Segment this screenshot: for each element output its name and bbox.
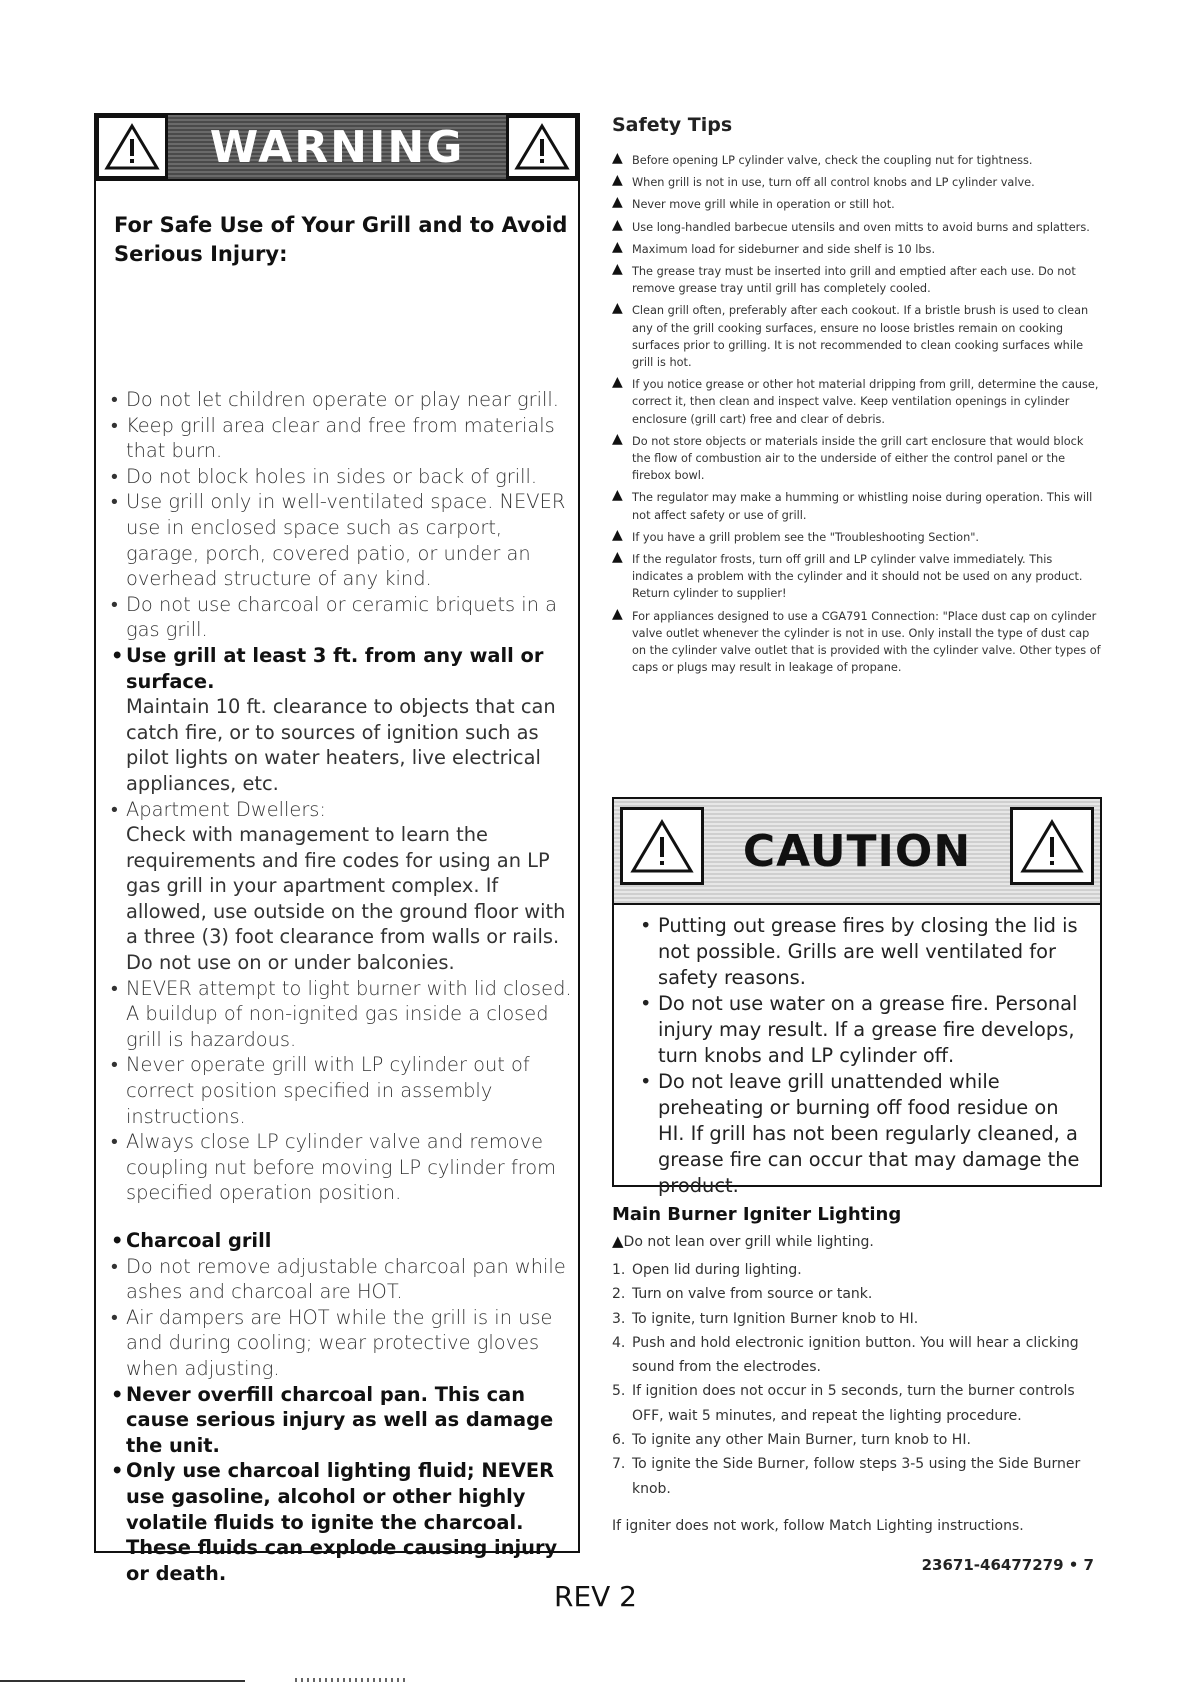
safety-tips-list	[612, 152, 1102, 681]
warning-box	[94, 113, 580, 1585]
safety-tip: ▲ Maximum load for sideburner and side shelf is 10 lbs.	[612, 241, 1102, 258]
bottom-marks	[295, 1678, 405, 1682]
igniter-step	[612, 1282, 1102, 1306]
step-number: 1.	[612, 1262, 626, 1278]
safety-tips-title: Safety Tips	[612, 114, 733, 136]
warning-banner	[96, 115, 578, 181]
step-number: 5.	[612, 1383, 626, 1400]
safety-tip: ▲ Never move grill while in operation or still hot.	[612, 196, 1102, 213]
safety-tip: ▲ Use long-handled barbecue utensils and oven mitts to avoid burns and splatters.	[612, 219, 1102, 236]
warning-item: • Do not let children operate or play near grill.	[108, 387, 578, 413]
warning-item: • Apartment Dwellers: Check with management to learn the requirements and fire codes for using an LP gas grill in your apartment complex. If allowed, use outside on the ground floor with a three (3) foot clearance from walls or rails. Do not use on or under balconies.	[108, 797, 578, 976]
igniter-steps	[612, 1258, 1102, 1501]
warning-item: • Always close LP cylinder valve and remove coupling nut before moving LP cylinder from specified operation position.	[108, 1129, 578, 1206]
warning-item: • Use grill at least 3 ft. from any wall or surface. Maintain 10 ft. clearance to objects that can catch fire, or to sources of ignition such as pilot lights on water heaters, live electrical appliances, etc.	[108, 643, 578, 797]
warning-item: • Use grill only in well-ventilated space. NEVER use in enclosed space such as carport, garage, porch, covered patio, or under an overhead structure of any kind.	[108, 489, 578, 591]
igniter-step	[612, 1379, 1102, 1428]
safety-tip: ▲ If the regulator frosts, turn off grill and LP cylinder valve immediately. This indicates a problem with the cylinder and it should not be used on any product. Return cylinder to supplier!	[612, 551, 1102, 603]
safety-tip: ▲ For appliances designed to use a CGA791 Connection: "Place dust cap on cylinder valve outlet whenever the cylinder is not in use. Only install the type of dust cap on the cylinder valve outlet that is provided with the cylinder valve. Other types of caps or plugs may result in leakage of propane.	[612, 608, 1102, 677]
caution-triangle-icon	[1010, 807, 1094, 885]
step-text: To ignite any other Main Burner, turn knob to HI.	[632, 1432, 971, 1449]
step-number: 7.	[612, 1456, 626, 1473]
safety-tip: ▲ Do not store objects or materials inside the grill cart enclosure that would block the flow of combustion air to the underside of either the control panel or the firebox bowl.	[612, 433, 1102, 485]
warning-title: WARNING	[168, 115, 506, 179]
step-text: To ignite the Side Burner, follow steps 3-5 using the Side Burner knob.	[632, 1456, 1081, 1497]
igniter-step	[612, 1331, 1102, 1380]
igniter-note: If igniter does not work, follow Match Lighting instructions.	[612, 1518, 1024, 1534]
safety-tip: ▲ The regulator may make a humming or whistling noise during operation. This will not affect safety or use of grill.	[612, 489, 1102, 523]
safety-tip: ▲ Before opening LP cylinder valve, check the coupling nut for tightness.	[612, 152, 1102, 169]
caution-item: • Putting out grease fires by closing the lid is not possible. Grills are well ventilated for safety reasons.	[638, 913, 1090, 991]
step-number: 2.	[612, 1286, 626, 1303]
warning-item: • Keep grill area clear and free from materials that burn.	[108, 413, 578, 464]
revision-label: REV 2	[553, 1580, 637, 1613]
step-text: If ignition does not occur in 5 seconds, turn the burner controls OFF, wait 5 minutes, and repeat the lighting procedure.	[632, 1383, 1075, 1424]
step-text: Open lid during lighting.	[632, 1262, 802, 1278]
warning-item: • Never overfill charcoal pan. This can cause serious injury as well as damage the unit.	[108, 1382, 578, 1459]
igniter-warning: ▲Do not lean over grill while lighting.	[612, 1232, 874, 1250]
step-text: Turn on valve from source or tank.	[632, 1286, 873, 1303]
warning-item: • Do not block holes in sides or back of grill.	[108, 464, 578, 490]
step-number: 3.	[612, 1310, 626, 1327]
caution-list	[638, 913, 1090, 1199]
safety-tip: ▲ Clean grill often, preferably after each cookout. If a bristle brush is used to clean any of the grill cooking surfaces, ensure no loose bristles remain on cooking surfaces prior to grilling. It is not recommended to clean cooking surfaces while grill is hot.	[612, 302, 1102, 371]
safety-tip: ▲ If you have a grill problem see the "Troubleshooting Section".	[612, 529, 1102, 546]
caution-item: • Do not leave grill unattended while preheating or burning off food residue on HI. If grill has not been regularly cleaned, a grease fire can occur that may damage the product.	[638, 1069, 1090, 1199]
warning-item: • Do not use charcoal or ceramic briquets in a gas grill.	[108, 592, 578, 643]
caution-item: • Do not use water on a grease fire. Personal injury may result. If a grease fire develops, turn knobs and LP cylinder off.	[638, 991, 1090, 1069]
warning-triangle-icon: ▲	[612, 1232, 624, 1250]
warning-item: • Only use charcoal lighting fluid; NEVER use gasoline, alcohol or other highly volatile fluids to ignite the charcoal. These fluids can explode causing injury or death.	[108, 1458, 578, 1586]
step-number: 4.	[612, 1334, 626, 1351]
igniter-step	[612, 1428, 1102, 1452]
warning-item: • NEVER attempt to light burner with lid closed. A buildup of non-ignited gas inside a closed grill is hazardous.	[108, 976, 578, 1053]
warning-triangle-icon	[506, 115, 578, 179]
caution-banner	[614, 799, 1100, 905]
step-number: 6.	[612, 1432, 626, 1449]
warning-list	[108, 387, 578, 1586]
warning-item-detail: Check with management to learn the requirements and fire codes for using an LP gas grill in your apartment complex. If allowed, use outside on the ground floor with a three (3) foot clearance from walls or rails. Do not use on or under balconies.	[126, 823, 566, 975]
igniter-step	[612, 1258, 1102, 1282]
warning-heading: For Safe Use of Your Grill and to Avoid Serious Injury:	[114, 213, 568, 266]
caution-box	[612, 797, 1102, 1197]
safety-tip: ▲ If you notice grease or other hot material dripping from grill, determine the cause, correct it, then clean and inspect valve. Keep ventilation openings in cylinder enclosure (grill cart) free and clear of debris.	[612, 376, 1102, 428]
safety-tip: ▲ The grease tray must be inserted into grill and emptied after each use. Do not remove grease tray until grill has completely cooled.	[612, 263, 1102, 297]
safety-tip: ▲ When grill is not in use, turn off all control knobs and LP cylinder valve.	[612, 174, 1102, 191]
warning-item: • Do not remove adjustable charcoal pan while ashes and charcoal are HOT.	[108, 1254, 578, 1305]
bottom-rule	[0, 1680, 245, 1682]
caution-title: CAUTION	[742, 825, 972, 877]
warning-triangle-icon	[96, 115, 168, 179]
igniter-title: Main Burner Igniter Lighting	[612, 1204, 902, 1225]
igniter-step	[612, 1307, 1102, 1331]
warning-item: • Air dampers are HOT while the grill is in use and during cooling; wear protective gloves when adjusting.	[108, 1305, 578, 1382]
warning-item: • Charcoal grill	[108, 1228, 578, 1254]
warning-item-detail: Maintain 10 ft. clearance to objects that can catch fire, or to sources of ignition such as pilot lights on water heaters, live electrical appliances, etc.	[126, 695, 556, 795]
warning-item: • Never operate grill with LP cylinder out of correct position specified in assembly instructions.	[108, 1052, 578, 1129]
page-number: 23671-46477279 • 7	[921, 1556, 1094, 1574]
igniter-step	[612, 1452, 1102, 1501]
step-text: To ignite, turn Ignition Burner knob to HI.	[632, 1310, 919, 1327]
step-text: Push and hold electronic ignition button. You will hear a clicking sound from the electrodes.	[632, 1334, 1079, 1376]
caution-triangle-icon	[620, 807, 704, 885]
